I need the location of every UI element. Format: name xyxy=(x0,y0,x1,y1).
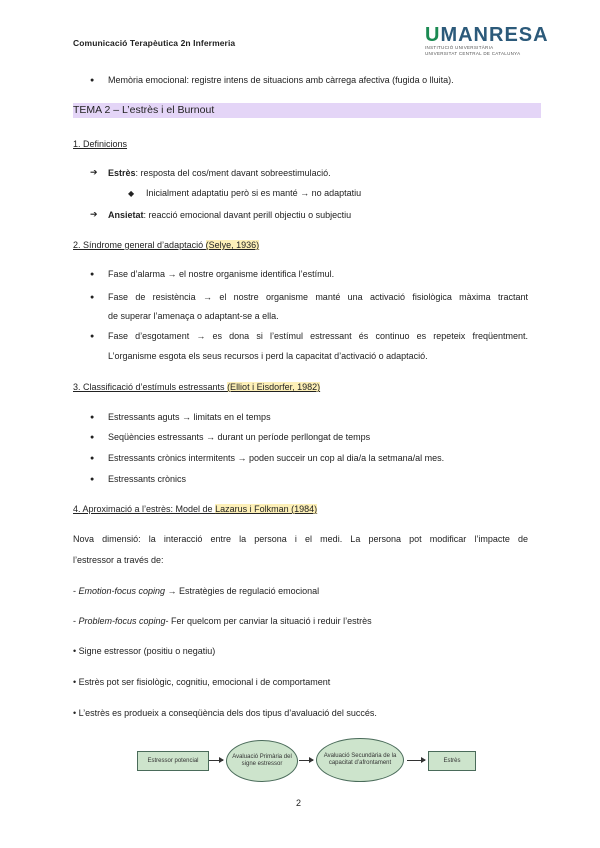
diagram-arrow xyxy=(407,760,425,761)
section-4-citation: Lazarus i Folkman (1984) xyxy=(215,504,318,514)
coping-problem-text: - Fer quelcom per canviar la situació i reduir l’estrès xyxy=(165,616,372,626)
coping-dash: - xyxy=(73,586,79,596)
document-header-title: Comunicació Terapèutica 2n Infermeria xyxy=(73,38,236,48)
estres-term: Estrès xyxy=(108,168,136,178)
coping-emotion-text: → Estratègies de regulació emocional xyxy=(165,586,320,596)
coping-emotion-term: Emotion-focus coping xyxy=(78,586,166,596)
s4-paragraph-line: l’estressor a través de: xyxy=(73,555,164,565)
ansietat-definition xyxy=(108,209,351,221)
s2-item: Fase d’alarma → el nostre organisme identifica l’estímul. xyxy=(108,269,335,279)
section-1-heading: 1. Definicions xyxy=(73,139,128,149)
section-2-citation: (Selye, 1936) xyxy=(205,240,260,250)
signe-estressor-line: • Signe estressor (positiu o negatiu) xyxy=(73,646,216,656)
estres-sub-point: Inicialment adaptatiu però si es manté → no adaptatiu xyxy=(146,188,362,198)
estres-text: : resposta del cos/ment davant sobreestimulació. xyxy=(135,168,331,178)
s2-item: Fase d’esgotament → es dona si l’estímul estressant és continuo es repeteix freqüentment. xyxy=(108,331,528,341)
s3-item: Estressants crònics xyxy=(108,474,187,484)
coping-emotion xyxy=(73,585,319,597)
bullet-icon: ● xyxy=(90,77,95,84)
diagram-primary-appraisal: Avaluació Primària del signe estressor xyxy=(226,740,298,782)
umanresa-logo xyxy=(425,24,549,56)
logo-letter-u: U xyxy=(425,24,441,46)
section-2-heading xyxy=(73,239,259,251)
avaluacio-line: • L’estrès es produeix a conseqüència dels dos tipus d’avaluació del succés. xyxy=(73,708,377,718)
s4-paragraph-line: Nova dimensió: la interacció entre la persona i el medi. La persona pot modificar l’impacte de xyxy=(73,534,528,544)
ansietat-text: : reacció emocional davant perill objectiu o subjectiu xyxy=(143,210,352,220)
arrow-bullet-icon: ➔ xyxy=(90,209,98,219)
coping-dash: - xyxy=(73,616,79,626)
bullet-icon: ● xyxy=(90,414,95,421)
ansietat-term: Ansietat xyxy=(108,210,144,220)
logo-subtitle-2: UNIVERSITAT CENTRAL DE CATALUNYA xyxy=(425,50,521,56)
section-3-heading xyxy=(73,381,320,393)
s2-item-continuation: de superar l’amenaça o adaptant-se a ella. xyxy=(108,311,279,321)
section-3-heading-text: 3. Classificació d’estímuls estressants xyxy=(73,382,228,392)
section-4-heading xyxy=(73,503,317,515)
bullet-icon: ● xyxy=(90,271,95,278)
section-2-heading-text: 2. Síndrome general d’adaptació xyxy=(73,240,206,250)
page-number: 2 xyxy=(296,798,302,808)
coping-problem xyxy=(73,615,372,627)
diagram-estres-box: Estrès xyxy=(428,751,476,771)
tema-title: TEMA 2 – L’estrès i el Burnout xyxy=(73,104,215,116)
diagram-arrow xyxy=(299,760,313,761)
diagram-arrow xyxy=(209,760,223,761)
s2-item-continuation: L’organisme esgota els seus recursos i perd la capacitat d’activació o adaptació. xyxy=(108,351,428,361)
bullet-icon: ● xyxy=(90,455,95,462)
s3-item: Seqüències estressants → durant un període perllongat de temps xyxy=(108,432,371,442)
logo-subtitle-1: INSTITUCIÓ UNIVERSITÀRIA xyxy=(425,45,494,50)
s3-item: Estressants aguts → limitats en el temps xyxy=(108,412,271,422)
estres-types-line: • Estrès pot ser fisiològic, cognitiu, emocional i de comportament xyxy=(73,677,331,687)
bullet-icon: ● xyxy=(90,476,95,483)
section-3-citation: (Elliot i Eisdorfer, 1982) xyxy=(227,382,321,392)
bullet-icon: ● xyxy=(90,333,95,340)
diagram-secondary-appraisal: Avaluació Secundària de la capacitat d’afrontament xyxy=(316,738,404,782)
coping-problem-term: Problem-focus coping xyxy=(78,616,166,626)
s3-item: Estressants crònics intermitents → poden succeir un cop al dia/a la setmana/al mes. xyxy=(108,453,445,463)
estres-definition xyxy=(108,167,331,179)
diamond-bullet-icon: ◆ xyxy=(128,189,135,198)
section-4-heading-text: 4. Aproximació a l’estrès: Model de xyxy=(73,504,216,514)
diagram-estressor-box: Estressor potencial xyxy=(137,751,209,771)
logo-text: MANRESA xyxy=(440,24,549,46)
s2-item: Fase de resistència → el nostre organisme manté una activació fisiològica màxima tractant xyxy=(108,292,528,302)
arrow-bullet-icon: ➔ xyxy=(90,167,98,177)
bullet-icon: ● xyxy=(90,434,95,441)
intro-bullet-text: Memòria emocional: registre intens de situacions amb càrrega afectiva (fugida o lluita). xyxy=(108,75,454,85)
bullet-icon: ● xyxy=(90,294,95,301)
